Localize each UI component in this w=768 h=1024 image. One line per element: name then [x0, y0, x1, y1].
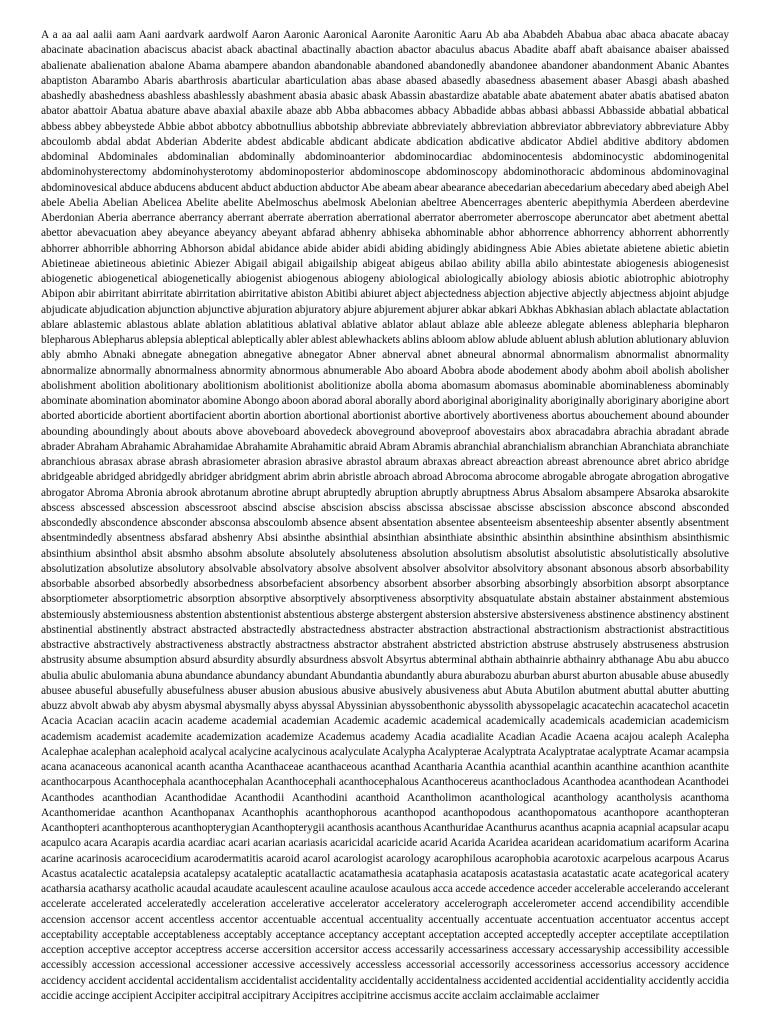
word-list-text: A a aa aal aalii aam Aani aardvark aardwolf Aaron Aaronic Aaronical Aaronite Aaronitic Aaru Ab aba Ababdeh Ababua abac abaca abacate abacay abacinate abacination abaciscus abacist aback abactinal abactinally abaction abactor abaculus abacus Abadite abaff abaft abaisance abaiser abaissed abalienate abalienation abalone Abama abampere abandon abandonable abandoned abandonedly abandonee abandoner abandonment Abanic Abantes abaptiston Abarambo Abaris abarthrosis abarticular abarticulation abas abase abased abasedly abasedness abasement abaser Abasgi abash abashed abashedly abashedness abashless abashlessly abashment abasia abasic abask Abassin abastardize abatable abate abatement abater abatis abatised abaton abator abattoir Abatua abature abave abaxial abaxile abaze abb Abba abbacomes abbacy Abbadide abbas abbasi abbassi Abbasside abbatial abbatical abbess abbey abbeystede Abbie abbot abbotcy abbotnullius abbotship abbreviate abbreviately abbreviation abbreviator abbreviatory abbreviature Abby abcoulomb abdal abdat Abderian Abderite abdest abdicable abdicant abdicate abdication abdicative abdicator Abdiel abditive abditory abdomen abdominal Abdominales abdominalian abdominally abdominoanterior abdominocardiac abdominocentesis abdominocystic abdominogenital abdominohysterectomy abdominohysterotomy abdominoposterior abdominoscope abdominoscopy abdominothoracic abdominous abdominovaginal abdominovesical abduce abducens abducent abduct abduction abductor Abe abeam abear abearance abecedarian abecedarium abecedary abed abeigh Abel abele Abelia Abelian Abelicea Abelite abelite Abelmoschus abelmosk Abelonian abeltree Abencerrages abenteric abepithymia Aberdeen aberdevine Aberdonian Aberia aberrance aberrancy aberrant aberrate aberration aberrational aberrator aberrometer aberroscope aberuncator abet abetment abettal abettor abevacuation abey abeyance abeyancy abeyant abfarad abhenry abhiseka abhominable abhor abhorrence abhorrency abhorrent abhorrently abhorrer abhorrible abhorring Abhorson abidal abidance abide abider abidi abiding abidingly abidingness Abie Abies abietate abietene abietic abietin Abietineae abietineous abietinic Abiezer Abigail abigail abigailship abigeat abigeus abilao ability abilla abilo abintestate abiogenesis abiogenesist abiogenetic abiogenetical abiogenetically abiogenist abiogenous abiogeny abiological abiologically abiology abiosis abiotic abiotrophic abiotrophy Abipon abir abirritant abirritate abirritation abirritative abiston Abitibi abiuret abject abjectedness abjection abjective abjectly abjectness abjoint abjudge abjudicate abjudication abjunction abjunctive abjuration abjuratory abjure abjurement abjurer abkar abkari Abkhas Abkhasian ablach ablactate ablactation ablare ablastemic ablastous ablate ablation ablatitious ablatival ablative ablator ablaut ablaze able ableeze ablegate ableness ablepharia blepharon blepharous Ablepharus ablepsia ableptical ableptically abler ablest ablewhackets ablins abloom ablow ablude abluent ablush ablution ablutionary abluvion ably abmho Abnaki abnegate abnegation abnegative abnegator Abner abnerval abnet abneural abnormal abnormalism abnormalist abnormality abnormalize abnormally abnormalness abnormity abnormous abnumerable Abo aboard Abobra abode abodement abody abohm aboil abolish abolisher abolishment abolition abolitionary abolitionism abolitionist abolitionize abolla aboma abomasum abomasus abominable abominableness abominably abominate abomination abominator abomine Abongo aboon aborad aboral aborally abord aboriginal aboriginality aboriginally aboriginary aborigine abort aborted aborticide abortient abortifacient abortin abortion abortional abortionist abortive abortively abortiveness abortus abouchement abound abounder abounding aboundingly about abouts above aboveboard abovedeck aboveground aboveproof abovestairs abox abracadabra abrachia abradant abrade abrader Abraham Abrahamic Abrahamidae Abrahamite Abrahamitic abraid Abram Abramis abranchial abranchialism abranchian Abranchiata abranchiate abranchious abrasax abrase abrash abrasiometer abrasion abrasive abrastol abraum abraxas abreact abreaction abreast abrenounce abret abrico abridge abridgeable abridged abridgedly abridger abridgment abrim abrin abristle abroach abroad Abrocoma abrocome abrogable abrogate abrogation abrogative abrogator Abroma Abronia abrook abrotanum abrotine abrupt abruptedly abruption abruptly abruptness Abrus Absalom absampere Absaroka absarokite abscess abscessed abscession abscessroot abscind abscise abscision absciss abscissa abscissae abscisse abscission absconce abscond absconded abscondedly abscondence absconder absconsa abscoulomb absence absent absentation absentee absenteeism absenteeship absenter absently absentment absentmindedly absentness absfarad abshenry Absi absinthe absinthial absinthian absinthiate absinthic absinthin absinthine absinthism absinthismic absinthium absinthol absit absmho absohm absolute absolutely absoluteness absolution absolutism absolutist absolutistic absolutistically absolutive absolutization absolutize absolutory absolvable absolvatory absolve absolvent absolver absolvitor absolvitory absonant absonous absorb absorbability absorbable absorbed absorbedly absorbedness absorbefacient absorbency absorbent absorber absorbing absorbingly absorbition absorpt absorptance absorptiometer absorptiometric absorption absorptive absorptively absorptiveness absorptivity absquatulate abstain abstainer abstainment abstemious abstemiously abstemiousness abstention abstentionist abstentious absterge abstergent abstersion abstersive abstersiveness abstinence abstinency abstinent abstinential abstinently abstract abstracted abstractedly abstractedness abstracter abstraction abstractional abstractionism abstractionist abstractitious abstractive abstractively abstractiveness abstractly abstractness abstractor abstrahent abstricted abstriction abstruse abstrusely abstruseness abstrusion abstrusity absume absumption absurd absurdity absurdly absurdness absvolt Absyrtus abterminal abthain abthainrie abthainry abthanage Abu abu abucco abulia abulic abulomania abuna abundance abundancy abundant Abundantia abundantly abura aburabozu aburban aburst aburton abusable abuse abusedly abusee abuseful abusefully abusefulness abuser abusion abusious abusive abusively abusiveness abut Abuta Abutilon abutment abuttal abutter abutting abuzz abvolt abwab aby abysm abysmal abysmally abyss abyssal Abyssinian abyssobenthonic abyssolith abyssopelagic acacatechin acacatechol acacetin Acacia Acacian acaciin acacin academe academial academian Academic academic academical academically academicals academician academicism academism academist academite academization academize Academus academy Acadia acadialite Acadian Acadie Acaena acajou acaleph Acalepha Acalephae acalephan acalephoid acalycal acalycine acalycinous acalyculate Acalypha Acalypterae Acalyptrata Acalyptratae acalyptrate Acamar acampsia acana acanaceous acanonical acanth acantha Acanthaceae acanthaceous acanthad Acantharia Acanthia acanthial acanthin acanthine acanthion acanthite acanthocarpous Acanthocephala acanthocephalan Acanthocephali acanthocephalous Acanthocereus acanthocladous Acanthodea acanthodean Acanthodei Acanthodes acanthodian Acanthodidae Acanthodii Acanthodini acanthoid Acantholimon acanthological acanthology acantholysis acanthoma Acanthomeridae acanthon Acanthopanax Acanthophis acanthophorous acanthopod acanthopodous acanthopomatous acanthopore acanthopteran Acanthopteri acanthopterous acanthopterygian Acanthopterygii acanthosis acanthous Acanthuridae Acanthurus acanthus acapnia acapnial acapsular acapu acapulco acara Acarapis acardia acardiac acari acarian acariasis acaricidal acaricide acarid Acarida Acaridea acaridean acaridomatium acariform Acarina acarine acarinosis acarocecidium acarodermatitis acaroid acarol acarologist acarology acarophilous acarophobia acarotoxic acarpelous acarpous Acarus Acastus acatalectic acatalepsia acatalepsy acataleptic acatallactic acatamathesia acataphasia acataposis acatastasia acatastatic acate acategorical acatery acatharsia acatharsy acatholic acaudal acaudate acaulescent acauline acaulose acaulous acca accede accedence acceder accelerable accelerando accelerant accelerate accelerated acceleratedly acceleration accelerative accelerator acceleratory accelerograph accelerometer accend accendibility accendible accension accensor accent accentless accentor accentuable accentual accentuality accentually accentuate accentuation accentuator accentus accept acceptability acceptable acceptableness acceptably acceptance acceptancy acceptant acceptation accepted acceptedly accepter acceptilate acceptilation acception acceptive acceptor acceptress accerse accersition accersitor access accessarily accessariness accessary accessaryship accessibility accessible accessibly accession accessional accessioner accessive accessively accessless accessorial accessorily accessoriness accessorius accessory accidence accidency accident accidental accidentalism accidentalist accidentality accidentally accidentalness accidented accidential accidentiality accidently accidia accidie accinge accipient Accipiter accipitral accipitrary Accipitres accipitrine accismus accite acclaim acclaimable acclaimer — [41, 29, 729, 1002]
document-page — [41, 28, 729, 1004]
